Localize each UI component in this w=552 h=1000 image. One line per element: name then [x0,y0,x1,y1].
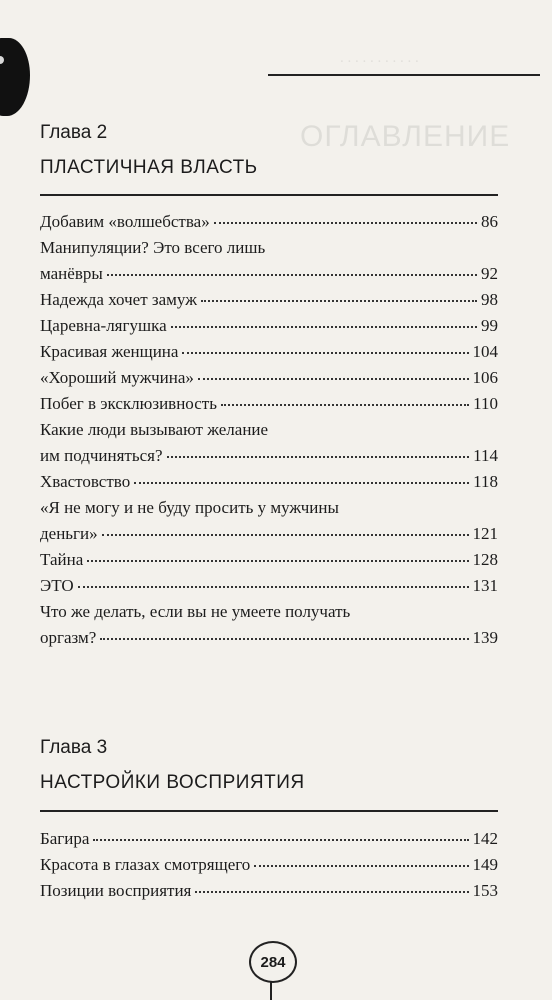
toc-entry [40,417,498,469]
toc-entry-title: Позиции восприятия [40,881,192,900]
page-number-stem [270,981,272,1000]
toc-entry-title: Тайна [40,550,84,569]
toc-entry-page: 121 [472,524,498,543]
toc-entry [40,339,498,365]
toc-entry-page: 153 [472,881,498,900]
toc-entry-title: Багира [40,829,90,848]
toc-entry-title: ЭТО [40,576,74,595]
toc-entry-page: 118 [473,472,498,491]
toc-entry-page: 114 [473,446,498,465]
toc-entry-page: 106 [472,368,498,387]
toc-entry-title: манёвры [40,264,103,283]
toc-entry-title: Надежда хочет замуж [40,290,197,309]
chapter-2-label: Глава 2 [40,122,108,143]
chapter-3-label: Глава 3 [40,737,108,758]
toc-entry [40,391,498,417]
chapter-3-divider [40,810,498,812]
toc-entry-page: 99 [481,316,498,335]
dot-leader [198,377,469,380]
dot-leader [78,585,469,588]
dot-leader [195,890,468,893]
toc-entry [40,313,498,339]
dot-leader [87,559,468,562]
toc-entry-page: 128 [472,550,498,569]
toc-entry-page: 92 [481,264,498,283]
toc-entry [40,878,498,904]
toc-entry-title: Какие люди вызывают желание [40,420,269,439]
toc-entry [40,209,498,235]
toc-entry-page: 139 [472,628,498,647]
toc-entry [40,235,498,287]
toc-entry-page: 98 [481,290,498,309]
toc-entry-title: Что же делать, если вы не умеете получать [40,602,351,621]
toc-entry-title: Побег в эксклюзивность [40,394,217,413]
dot-leader [201,299,477,302]
toc-entry [40,547,498,573]
dot-leader [107,273,477,276]
dot-leader [100,637,468,640]
toc-entry-title: Красивая женщина [40,342,179,361]
toc-entry-title: Добавим «волшебства» [40,212,210,231]
dot-leader [182,351,468,354]
dot-leader [167,455,470,458]
toc-entry-page: 131 [472,576,498,595]
toc-entry-title: Красота в глазах смотрящего [40,855,251,874]
chapter-3-title: НАСТРОЙКИ ВОСПРИЯТИЯ [40,772,305,793]
dot-leader [214,221,477,224]
ink-blot-decoration [0,38,30,116]
dot-leader [221,403,469,406]
toc-entry-title: Хвастовство [40,472,131,491]
toc-entry-title: им подчиняться? [40,446,163,465]
toc-entry-page: 149 [472,855,498,874]
bleed-through-text: . . . . . . . . . . . [340,50,419,66]
toc-entry-title: оргазм? [40,628,97,647]
toc-entry-title: Манипуляции? Это всего лишь [40,238,266,257]
toc-entry [40,287,498,313]
toc-entry-page: 86 [481,212,498,231]
toc-entry [40,495,498,547]
dot-leader [134,481,469,484]
dot-leader [254,864,468,867]
bleed-through-heading: ОГЛАВЛЕНИЕ [300,120,511,153]
toc-entry-title: деньги» [40,524,98,543]
page-number: 284 [249,941,297,983]
header-rule [268,74,540,76]
dot-leader [93,838,468,841]
dot-leader [171,325,477,328]
toc-entry-title: «Я не могу и не буду просить у мужчины [40,498,339,517]
chapter-2-title: ПЛАСТИЧНАЯ ВЛАСТЬ [40,157,258,178]
toc-entry [40,599,498,651]
toc-entry-title: «Хороший мужчина» [40,368,194,387]
toc-entry [40,852,498,878]
toc-entry-page: 142 [472,829,498,848]
toc-entry-page: 110 [473,394,498,413]
chapter-3-toc-list [40,826,498,904]
dot-leader [102,533,469,536]
toc-entry-page: 104 [472,342,498,361]
toc-entry [40,365,498,391]
toc-entry [40,573,498,599]
toc-entry-title: Царевна-лягушка [40,316,167,335]
toc-entry [40,469,498,495]
toc-entry [40,826,498,852]
chapter-2-toc-list [40,209,498,651]
chapter-2-divider [40,194,498,196]
